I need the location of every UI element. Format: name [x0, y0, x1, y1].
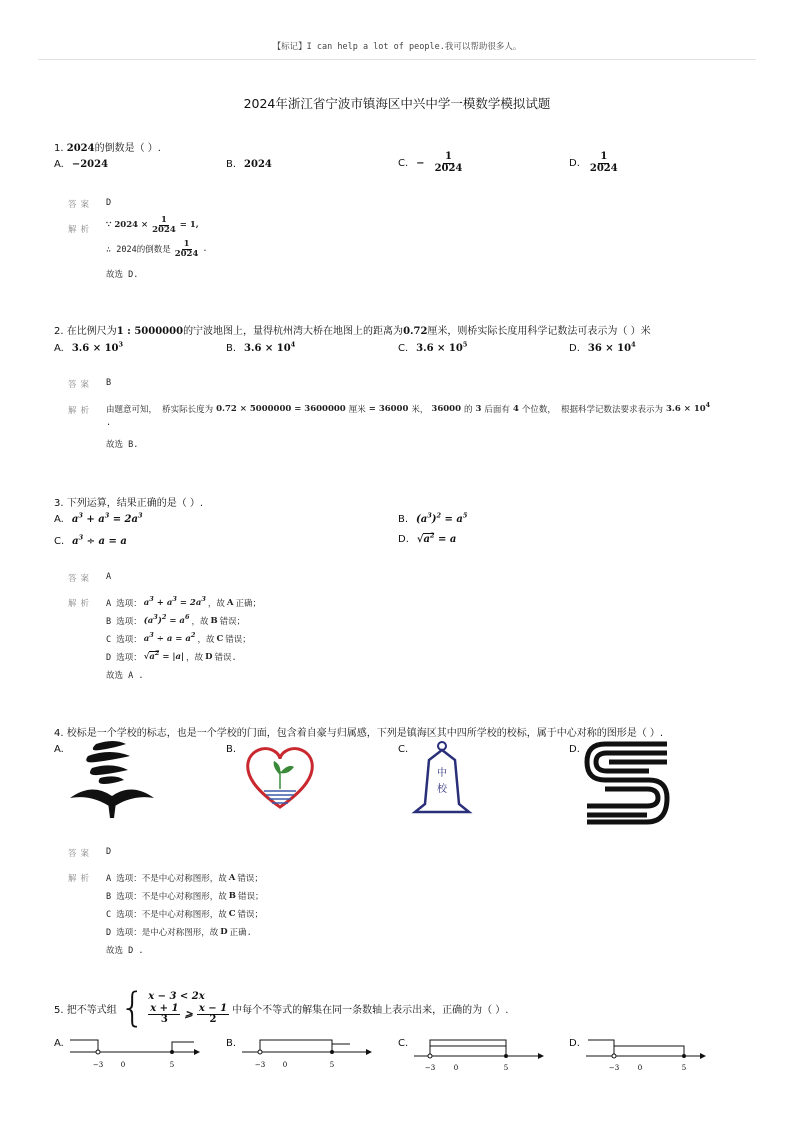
inequality-system — [148, 991, 229, 1026]
q2-solution-line-2: . — [106, 418, 112, 428]
q1-rest: 的倒数是（ ）. — [94, 143, 161, 154]
question-3-stem: 3. 下列运算，结果正确的是（ ）. — [54, 498, 204, 509]
tick-label-0: 0 — [120, 1061, 126, 1069]
solution-ray-left — [70, 1040, 98, 1052]
option-label: D. — [569, 343, 580, 354]
option-label: C. — [398, 157, 409, 169]
question-4-stem: 4. 校标是一个学校的标志，也是一个学校的门面，包含着自豪与归属感，下列是镇海区其中四所学校的校标，属于中心对称的图形是（ ）. — [54, 728, 664, 739]
denominator: 2024 — [589, 162, 618, 174]
tick-label-5: 5 — [681, 1064, 687, 1072]
sol-math: = 36000 — [368, 404, 409, 414]
q4-solution-b — [106, 890, 263, 902]
sol-text: ，故 — [191, 617, 209, 627]
sol-math: $a^3 + a^3 = 2a^3$ — [143, 595, 206, 608]
q3-answer-label: 答案 — [68, 574, 94, 584]
q3-solution-b — [106, 615, 245, 627]
tick-label-neg3: −3 — [608, 1064, 620, 1072]
option-label: D. — [569, 1038, 580, 1049]
sol-text: 个位数， 根据科学记数法要求表示为 — [521, 405, 663, 415]
mantissa: 3.6 × 10 — [665, 404, 706, 414]
sol-letter: A — [226, 598, 234, 608]
option-value: $a^3 \div a = a$ — [72, 533, 127, 547]
open-point — [428, 1054, 432, 1058]
option-label: C. — [398, 744, 409, 755]
q3-analysis-label: 解析 — [68, 599, 94, 609]
fraction-left — [148, 1004, 180, 1026]
q4-answer-label: 答案 — [68, 849, 94, 859]
mantissa: 3.6 × 10 — [244, 343, 291, 354]
sol-text: 后面有 — [484, 405, 510, 415]
mantissa: 3.6 × 10 — [71, 343, 119, 354]
q1-option-b[interactable] — [226, 159, 272, 170]
sol-fraction — [150, 216, 178, 235]
closed-point — [504, 1054, 508, 1058]
sol-text: 错误； — [237, 874, 263, 884]
q4-option-c[interactable] — [398, 744, 408, 755]
numerator: 1 — [445, 151, 452, 162]
tick-label-5: 5 — [329, 1061, 335, 1069]
numerator: x − 1 — [198, 1002, 228, 1014]
q2-option-a[interactable] — [54, 340, 124, 354]
solution-segment — [614, 1046, 684, 1056]
q1-answer: D — [106, 198, 112, 208]
tick-label-5: 5 — [503, 1064, 509, 1072]
numerator: x + 1 — [150, 1002, 179, 1014]
option-label: B. — [226, 343, 237, 354]
option-label: C. — [54, 536, 65, 547]
q2-solution-line-1 — [106, 403, 710, 415]
q2-text: 2. 在比例尺为 — [54, 326, 117, 337]
question-1-stem — [54, 139, 161, 154]
denominator: 2 — [209, 1014, 217, 1025]
sol-letter: B — [210, 616, 218, 626]
exponent: 3 — [118, 340, 124, 349]
option-label: D. — [569, 157, 580, 169]
sol-text: 的 — [463, 405, 473, 415]
tick-label-neg3: −3 — [92, 1061, 104, 1069]
sol-text: A 选项： — [106, 599, 142, 609]
q5-option-a[interactable] — [54, 1038, 64, 1049]
axis-arrow-icon — [194, 1049, 200, 1055]
option-value: $a^3 + a^3 = 2a^3$ — [71, 511, 143, 525]
q2-analysis-label: 解析 — [68, 406, 94, 416]
numerator: 1 — [183, 239, 190, 249]
q5-option-d[interactable] — [569, 1038, 580, 1049]
q4-logo-b[interactable] — [244, 745, 316, 813]
q4-option-b[interactable] — [226, 744, 236, 755]
sol-math: $a^3 \div a = a^2$ — [143, 631, 196, 644]
option-label: B. — [226, 159, 237, 170]
option-label: A. — [54, 744, 64, 755]
sol-math: $√a^2 = |a|$ — [143, 649, 185, 662]
sol-text: 错误； — [225, 635, 251, 645]
q1-answer-label: 答案 — [68, 200, 94, 210]
solution-segment-upper — [430, 1040, 506, 1056]
q5-text: 5. 把不等式组 — [54, 1004, 117, 1016]
open-point — [612, 1054, 616, 1058]
sol-text: 厘米 — [348, 405, 366, 415]
q3-solution-c — [106, 633, 251, 645]
axis-arrow-icon — [366, 1049, 372, 1055]
option-label: B. — [226, 1038, 237, 1049]
operator: ⩾ — [184, 1009, 193, 1020]
q2-text: 厘米，则桥实际长度用科学记数法可表示为（ ）米 — [427, 326, 651, 337]
option-label: A. — [54, 159, 64, 170]
exponent: 4 — [290, 340, 296, 349]
q2-text: 的宁波地图上，量得杭州湾大桥在地图上的距离为 — [183, 326, 404, 337]
sol-text: = 1, — [179, 220, 199, 231]
option-label: C. — [398, 1038, 409, 1049]
option-label: B. — [398, 514, 409, 525]
sol-text: C 选项： — [106, 635, 142, 645]
q2-scale: 1 : 5000000 — [116, 326, 184, 337]
logo-c-char-1: 中 — [437, 768, 447, 779]
sol-text: C 选项：不是中心对称图形，故 — [106, 910, 227, 920]
q1-analysis-label: 解析 — [68, 225, 94, 235]
solution-ray-right — [332, 1044, 350, 1052]
open-point — [258, 1050, 262, 1054]
option-value: 2024 — [244, 159, 272, 170]
solution-ray-left — [588, 1040, 614, 1056]
option-value — [416, 340, 468, 354]
mantissa: 36 × 10 — [587, 343, 632, 354]
closed-point — [170, 1050, 174, 1054]
closed-point — [682, 1054, 686, 1058]
option-label: A. — [54, 1038, 64, 1049]
option-fraction — [433, 152, 465, 174]
system-brace: { — [119, 985, 146, 1031]
sol-text: 错误. — [214, 653, 237, 663]
option-value: −2024 — [71, 159, 109, 170]
q3-option-d[interactable] — [398, 531, 457, 545]
sol-letter: B — [228, 891, 236, 901]
q5-numberline-b[interactable] — [238, 1034, 374, 1072]
exponent: 4 — [705, 401, 711, 410]
header-divider — [38, 59, 756, 60]
q1-solution-line-2 — [106, 240, 208, 259]
sol-text: 错误； — [219, 617, 246, 627]
option-label: D. — [398, 534, 409, 545]
q1-solution-line-3: 故选 D. — [106, 270, 139, 280]
denominator: 2024 — [152, 224, 176, 235]
sol-text: ∵ 2024 × — [106, 220, 149, 231]
q1-option-d[interactable] — [569, 152, 620, 174]
q5-numberline-d[interactable] — [582, 1034, 712, 1072]
denominator: 2024 — [434, 162, 463, 174]
sol-text: 由题意可知， 桥实际长度为 — [106, 405, 214, 415]
sol-math: 4 — [512, 404, 519, 414]
q5-numberline-c[interactable] — [410, 1034, 550, 1072]
option-value — [244, 340, 296, 354]
q3-solution-d — [106, 651, 237, 663]
option-label: B. — [226, 744, 237, 755]
sol-text: . — [202, 244, 208, 255]
q4-solution-a — [106, 872, 263, 884]
option-value: $(a^3)^2 = a^5$ — [416, 511, 468, 525]
q4-logo-d[interactable] — [583, 740, 671, 828]
q2-option-b[interactable] — [226, 340, 296, 354]
open-point — [96, 1050, 100, 1054]
q3-solution-a — [106, 597, 261, 609]
q5-option-b[interactable] — [226, 1038, 236, 1049]
q3-option-c[interactable] — [54, 533, 127, 547]
sol-text: D 选项：是中心对称图形，故 — [106, 928, 219, 938]
sol-letter: D — [205, 652, 213, 662]
sol-text: ，故 — [207, 599, 225, 609]
tick-label-0: 0 — [637, 1064, 643, 1072]
sol-math: 3 — [475, 404, 482, 414]
logo-c-char-2: 校 — [437, 784, 447, 795]
q2-answer: B — [106, 378, 112, 388]
closed-point — [330, 1050, 334, 1054]
option-value — [587, 340, 636, 354]
q5-option-c[interactable] — [398, 1038, 408, 1049]
q4-logo-c[interactable] — [411, 740, 473, 816]
solution-ray-right — [172, 1042, 194, 1052]
q2-option-c[interactable] — [398, 340, 468, 354]
option-fraction — [588, 152, 620, 174]
mantissa: 3.6 × 10 — [416, 343, 463, 354]
q4-option-a[interactable] — [54, 744, 64, 755]
option-sign: − — [416, 157, 425, 169]
inequality-1: x − 3 < 2x — [148, 990, 205, 1002]
q4-answer: D — [106, 847, 112, 857]
sol-text: ，故 — [186, 653, 204, 663]
axis-arrow-icon — [700, 1053, 706, 1059]
option-label: D. — [569, 744, 580, 755]
sol-text: 正确. — [229, 928, 252, 938]
q4-logo-a[interactable] — [66, 738, 158, 820]
question-2-stem — [54, 322, 651, 337]
sol-text: 错误； — [237, 892, 264, 902]
tick-label-0: 0 — [282, 1061, 288, 1069]
q4-solution-end: 故选 D . — [106, 946, 144, 956]
sol-math: $(a^3)^2 = a^6$ — [143, 613, 190, 626]
tick-label-neg3: −3 — [424, 1064, 436, 1072]
option-value — [71, 340, 124, 354]
q1-option-c[interactable] — [398, 152, 464, 174]
numerator: 1 — [600, 151, 608, 162]
exponent: 5 — [462, 340, 468, 349]
sol-text: B 选项： — [106, 617, 142, 627]
sol-text: 正确； — [235, 599, 262, 609]
sol-text: 错误； — [237, 910, 264, 920]
denominator: 2024 — [174, 248, 199, 259]
sol-text: D 选项： — [106, 653, 142, 663]
denominator: 3 — [160, 1014, 168, 1025]
q5-text: 中每个不等式的解集在同一条数轴上表示出来，正确的为（ ）. — [232, 1004, 509, 1016]
inequality-2 — [148, 1004, 229, 1026]
header-note: 【标记】I can help a lot of people.我可以帮助很多人。 — [272, 42, 522, 52]
q3-option-b[interactable] — [398, 511, 468, 525]
tick-label-neg3: −3 — [254, 1061, 266, 1069]
sol-math — [665, 401, 711, 414]
q1-option-a[interactable] — [54, 159, 108, 170]
option-label: A. — [54, 514, 64, 525]
sol-text: 米， — [411, 405, 429, 415]
sol-math: 36000 — [431, 404, 461, 414]
sol-letter: C — [228, 909, 236, 919]
q2-answer-label: 答案 — [68, 380, 94, 390]
q2-solution-line-3: 故选 B. — [106, 440, 139, 450]
q2-distance: 0.72 — [403, 326, 428, 337]
sol-letter: D — [220, 927, 228, 937]
q2-option-d[interactable] — [569, 340, 636, 354]
sol-letter: A — [228, 873, 236, 883]
q4-solution-c — [106, 908, 263, 920]
q1-solution-line-1 — [106, 216, 199, 235]
fraction-right — [197, 1004, 229, 1026]
q3-answer: A — [106, 572, 112, 582]
option-value: $√a^2 = a$ — [416, 531, 457, 545]
sol-text: B 选项：不是中心对称图形，故 — [106, 892, 227, 902]
q4-option-d[interactable] — [569, 744, 580, 755]
sol-text: ∴ 2024的倒数是 — [106, 245, 171, 256]
document-title: 2024年浙江省宁波市镇海区中兴中学一模数学模拟试题 — [243, 96, 551, 111]
numerator: 1 — [160, 215, 167, 225]
q1-value: 2024 — [66, 143, 95, 154]
option-label: A. — [54, 343, 64, 354]
exponent: 4 — [631, 340, 636, 349]
q4-solution-d — [106, 926, 252, 938]
q3-solution-end: 故选 A . — [106, 671, 144, 681]
sol-math: 0.72 × 5000000 = 3600000 — [216, 404, 346, 414]
sol-text: A 选项：不是中心对称图形，故 — [106, 874, 227, 884]
q5-numberline-a[interactable] — [66, 1034, 202, 1072]
sol-text: ，故 — [197, 635, 215, 645]
q4-analysis-label: 解析 — [68, 874, 94, 884]
axis-arrow-icon — [538, 1053, 544, 1059]
q1-num: 1. — [54, 143, 64, 154]
tick-label-0: 0 — [453, 1064, 459, 1072]
option-label: C. — [398, 343, 409, 354]
question-5-stem — [54, 985, 509, 1031]
solution-segment — [260, 1040, 332, 1052]
tick-label-5: 5 — [169, 1061, 175, 1069]
q3-option-a[interactable] — [54, 511, 143, 525]
solution-segment-lower — [430, 1046, 506, 1056]
sol-fraction — [173, 240, 201, 259]
sol-letter: C — [216, 634, 224, 644]
